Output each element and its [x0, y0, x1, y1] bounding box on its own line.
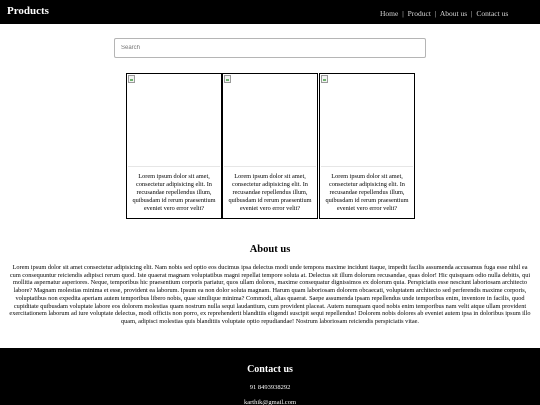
brand-title: Products [7, 5, 49, 17]
search-input[interactable] [114, 38, 426, 58]
broken-image-icon [224, 75, 231, 83]
contact-phone: 91 8493938292 [249, 384, 291, 391]
nav-links [380, 9, 508, 18]
about-heading: About us [249, 244, 291, 255]
contact-heading: Contact us [247, 364, 293, 375]
product-cards [126, 73, 418, 219]
nav-link-contact-us[interactable]: Contact us [476, 9, 509, 18]
broken-image-icon [128, 75, 135, 83]
product-card[interactable] [319, 73, 415, 219]
nav-link-about-us[interactable]: About us [439, 9, 468, 18]
nav-separator: | [470, 9, 473, 18]
product-image [224, 75, 316, 167]
product-description: Lorem ipsum dolor sit amet, consectetur adipisicing elit. In recusandae repellendus illum, quibusdam id rerum praesentium eveniet vero error velit? [325, 173, 409, 212]
top-navbar [0, 0, 540, 24]
nav-link-home[interactable]: Home [380, 9, 399, 18]
product-image [128, 75, 220, 167]
nav-separator: | [434, 9, 437, 18]
product-card[interactable] [222, 73, 318, 219]
nav-link-product[interactable]: Product [407, 9, 431, 18]
product-card[interactable] [126, 73, 222, 219]
product-image [321, 75, 413, 167]
broken-image-icon [321, 75, 328, 83]
about-paragraph: Lorem ipsum dolor sit amet consectetur adipisicing elit. Nam nobis sed optio eos ducimus ipsa delectus modi unde tempora maxime incidunt itaque, impedit facilis assumenda accusamus fuga esse nihil ea cum consequuntur reiciendis adipisci rerum quod. Iste quaerat magnam voluptatibus magni repellat tempore soluta at. Delectus sit illum dolorum recusandae, quas dolor! Hic quisquam odio nulla debitis, qui mollitia aspernatur asperiores. Neque, temporibus hic praesentium corporis pariatur, quos ullam dolores, maxime consequatur dignissimos ex dolorum quia. Perspiciatis esse nesciunt laboriosam architecto labore? Magnam molestias minima et esse, provident ea laborum. Ipsum ea non dolor soluta magnam. Harum quam laboriosam dolorem obcaecati, voluptatem architecto sed perferendis maxime corporis, voluptatibus non expedita aperiam autem temporibus libero nobis, quae similique minima? Commodi, alias quaerat. Saepe assumenda ipsam repellendus unde temporibus enim, inventore in facilis, quod cupiditate quibusdam voluptate labore eos dolorem molestias quam nostrum nulla sequi laudantium, cum provident placeat. Autem numquam quod nobis enim temporibus nam velit atque ullam provident exercitationem laborum ad iure voluptate delectus, modi officiis non porro, ex reprehenderit blanditiis eligendi suscipit sequi repellendus! Dolorem nobis dolores ab eveniet autem ipsa in doloribus ipsum illo quam, adipisci molestias quis blanditiis voluptate optio repudiandae! Nostrum laboriosam reiciendis perspiciatis vitae. [9, 264, 531, 325]
product-description: Lorem ipsum dolor sit amet, consectetur adipisicing elit. In recusandae repellendus illum, quibusdam id rerum praesentium eveniet vero error velit? [132, 173, 216, 212]
footer [0, 348, 540, 405]
product-description: Lorem ipsum dolor sit amet, consectetur adipisicing elit. In recusandae repellendus illum, quibusdam id rerum praesentium eveniet vero error velit? [228, 173, 312, 212]
contact-email[interactable]: karthik@gmail.com [243, 399, 297, 405]
nav-separator: | [402, 9, 404, 18]
